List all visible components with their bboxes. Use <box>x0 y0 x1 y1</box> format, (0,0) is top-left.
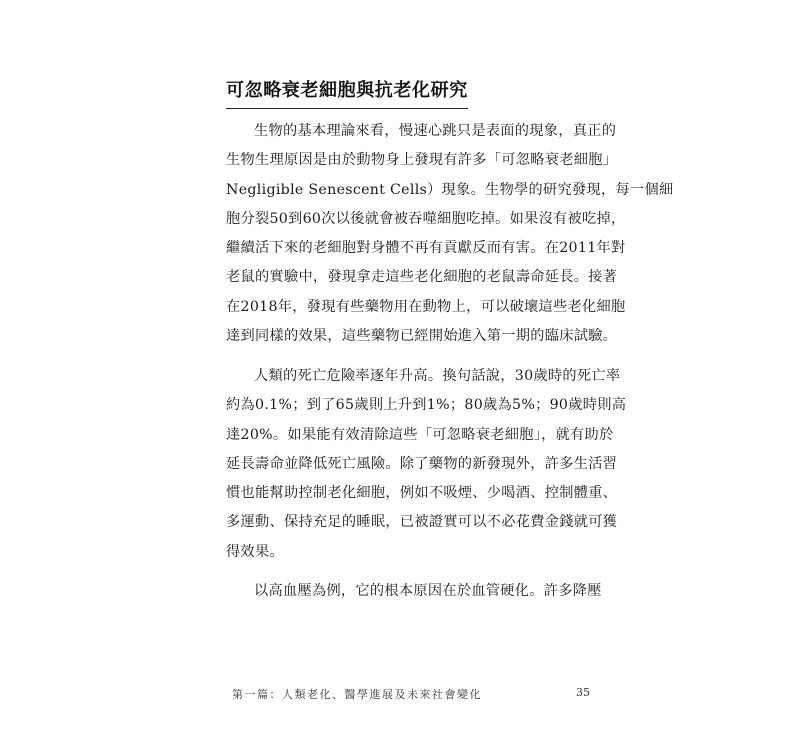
page-number: 35 <box>576 686 590 699</box>
section-heading: 可忽略衰老細胞與抗老化研究 <box>226 80 468 101</box>
paragraph-line: 生物生理原因是由於動物身上發現有許多「可忽略衰老細胞」 <box>226 152 618 169</box>
paragraph-line: Negligible Senescent Cells）現象。生物學的研究發現，每一個細 <box>226 181 674 198</box>
paragraph-line: 得效果。 <box>226 543 284 560</box>
paragraph-line: 生物的基本理論來看，慢速心跳只是表面的現象，真正的 <box>254 123 617 139</box>
section-heading-underline <box>226 76 468 109</box>
paragraph-2 <box>226 362 627 567</box>
paragraph-line: 達到同樣的效果，這些藥物已經開始進入第一期的臨床試驗。 <box>226 328 618 345</box>
paragraph-line: 老鼠的實驗中，發現拿走這些老化細胞的老鼠壽命延長。接著 <box>226 269 618 286</box>
paragraph-3 <box>226 577 602 606</box>
paragraph-line: 約為0.1%；到了65歲則上升到1%；80歲為5%；90歲時則高 <box>226 397 627 414</box>
paragraph-line: 達20%。如果能有效清除這些「可忽略衰老細胞」，就有助於 <box>226 426 614 443</box>
paragraph-line: 慣也能幫助控制老化細胞，例如不吸煙、少喝酒、控制體重、 <box>226 485 618 502</box>
paragraph-line: 多運動、保持充足的睡眠，已被證實可以不必花費金錢就可獲 <box>226 514 618 531</box>
paragraph-line: 在2018年，發現有些藥物用在動物上，可以破壞這些老化細胞 <box>226 298 626 315</box>
paragraph-line: 繼續活下來的老細胞對身體不再有貢獻反而有害。在2011年對 <box>226 240 626 257</box>
paragraph-line: 人類的死亡危險率逐年升高。換句話說，30歲時的死亡率 <box>254 368 621 384</box>
paragraph-line: 胞分裂50到60次以後就會被吞噬細胞吃掉。如果沒有被吃掉， <box>226 210 626 227</box>
paragraph-line: 延長壽命並降低死亡風險。除了藥物的新發現外，許多生活習 <box>226 455 618 472</box>
paragraph-line: 以高血壓為例，它的根本原因在於血管硬化。許多降壓 <box>254 583 602 599</box>
running-footer-chapter: 第一篇：人類老化、醫學進展及未來社會變化 <box>232 688 482 701</box>
paragraph-1 <box>226 117 674 351</box>
